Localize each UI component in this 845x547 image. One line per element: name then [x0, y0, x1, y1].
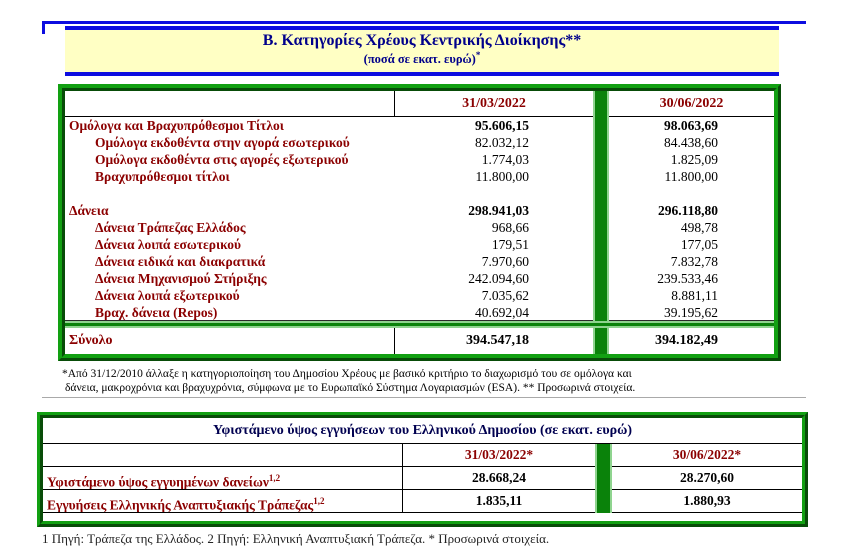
row-label-text: Υφιστάμενο ύψος εγγυημένων δανείων — [47, 474, 269, 490]
column-separator — [595, 444, 612, 467]
title-banner — [65, 26, 779, 76]
blank-row — [65, 185, 395, 202]
row-label-superscript: 1,2 — [268, 473, 281, 483]
page-subtitle-asterisk: * — [475, 50, 481, 60]
row-value: 7.970,60 — [481, 254, 529, 269]
guarantees-table — [37, 412, 808, 527]
table-bottom-filler — [43, 513, 802, 521]
row-value: 95.606,15 — [475, 118, 529, 133]
row-label: Δάνεια ειδικά και διακρατικά — [95, 254, 266, 269]
row-value: 239.533,46 — [657, 271, 718, 286]
blank-row — [395, 185, 593, 202]
row-label-superscript: 1,2 — [313, 496, 325, 506]
column-separator — [593, 151, 609, 168]
column-separator — [593, 270, 609, 287]
debt-categories-table — [58, 84, 781, 361]
row-label: Δάνεια λοιπά εξωτερικού — [95, 288, 240, 303]
column-separator — [593, 91, 609, 117]
row-value: 28.668,24 — [403, 467, 595, 490]
column-separator — [593, 287, 609, 304]
footnote-line1: *Από 31/12/2010 άλλαξε η κατηγοριοποίηση του Δημοσίου Χρέους με βασικό κριτήριο το διαχωρισμό του σε ομόλογα και — [62, 368, 632, 380]
row-value: 7.832,78 — [670, 254, 718, 269]
column-separator — [593, 328, 609, 354]
row-label-text: Εγγυήσεις Ελληνικής Αναπτυξιακής Τράπεζας — [47, 497, 314, 513]
row-value: 179,51 — [491, 237, 529, 252]
row-value: 1.774,03 — [481, 152, 529, 167]
row-value: 11.800,00 — [475, 169, 529, 184]
total-value: 394.182,49 — [655, 333, 718, 348]
row-value: 296.118,80 — [657, 203, 718, 218]
row-label: Δάνεια Τράπεζας Ελλάδος — [95, 220, 246, 235]
column-separator — [595, 467, 612, 490]
top-blue-rule — [42, 21, 806, 24]
row-value: 28.270,60 — [612, 467, 802, 490]
row-value: 968,66 — [491, 220, 529, 235]
row-value: 177,05 — [680, 237, 718, 252]
column-separator — [593, 168, 609, 185]
row-value: 82.032,12 — [475, 135, 529, 150]
row-value: 40.692,04 — [395, 304, 593, 321]
row-label: Ομόλογα εκδοθέντα στις αγορές εξωτερικού — [95, 152, 349, 167]
row-value: 11.800,00 — [664, 169, 718, 184]
row-value: 242.094,60 — [468, 271, 529, 286]
row-value: 84.438,60 — [664, 135, 718, 150]
row-label: Ομόλογα και Βραχυπρόθεσμοι Τίτλοι — [69, 118, 284, 133]
page-subtitle — [65, 50, 779, 67]
debt-table-footnote — [62, 367, 772, 395]
row-value: 498,78 — [680, 220, 718, 235]
column-separator — [593, 304, 609, 321]
clipped-bottom-footnote: 1 Πηγή: Τράπεζα της Ελλάδος. 2 Πηγή: Ελληνική Αναπτυξιακή Τράπεζα. * Προσωρινά στοιχεία. — [42, 531, 550, 546]
header-empty-cell — [65, 91, 395, 117]
column-separator — [593, 202, 609, 219]
column-separator — [593, 117, 609, 134]
column-separator — [593, 219, 609, 236]
column-header-date1: 31/03/2022* — [403, 444, 595, 467]
total-separator-band — [65, 321, 774, 328]
header-empty-cell — [43, 444, 403, 467]
column-header-date2: 30/06/2022* — [612, 444, 802, 467]
total-label: Σύνολο — [65, 328, 395, 354]
row-label: Δάνεια Μηχανισμού Στήριξης — [95, 271, 267, 286]
row-label: Δάνεια λοιπά εσωτερικού — [95, 237, 242, 252]
row-value: 8.881,11 — [671, 288, 718, 303]
row-label: Ομόλογα εκδοθέντα στην αγορά εσωτερικού — [95, 135, 350, 150]
page-title: Β. Κατηγορίες Χρέους Κεντρικής Διοίκησης** — [262, 32, 582, 49]
row-value: 98.063,69 — [664, 118, 718, 133]
row-label — [43, 467, 403, 490]
row-value: 7.035,62 — [481, 288, 529, 303]
row-value: 298.941,03 — [468, 203, 529, 218]
page-subtitle-text: (ποσά σε εκατ. ευρώ) — [363, 52, 476, 67]
row-value: 1.825,09 — [670, 152, 718, 167]
row-value: 1.835,11 — [403, 490, 595, 513]
row-label — [43, 490, 403, 513]
top-blue-rule-corner — [42, 21, 45, 34]
column-separator — [595, 490, 612, 513]
blank-row — [609, 185, 774, 202]
divider-rule — [42, 397, 806, 398]
column-separator — [593, 134, 609, 151]
row-value: 1.880,93 — [612, 490, 802, 513]
footnote-line2: δάνεια, μακροχρόνια και βραχυχρόνια, σύμφωνα με το Ευρωπαϊκό Σύστημα Λογαριασμών (ESA). ** Προσωρινά στοιχεία. — [65, 382, 636, 394]
row-value: 39.195,62 — [609, 304, 774, 321]
guarantees-table-title: Υφιστάμενο ύψος εγγυήσεων του Ελληνικού Δημοσίου (σε εκατ. ευρώ) — [43, 418, 802, 444]
column-header-date2: 30/06/2022 — [609, 91, 774, 117]
column-separator — [593, 185, 609, 202]
column-separator — [593, 236, 609, 253]
row-label: Δάνεια — [69, 203, 109, 218]
column-header-date1: 31/03/2022 — [395, 91, 593, 117]
row-label: Βραχ. δάνεια (Repos) — [65, 304, 395, 321]
total-value: 394.547,18 — [466, 333, 529, 348]
column-separator — [593, 253, 609, 270]
row-label: Βραχυπρόθεσμοι τίτλοι — [95, 169, 230, 184]
